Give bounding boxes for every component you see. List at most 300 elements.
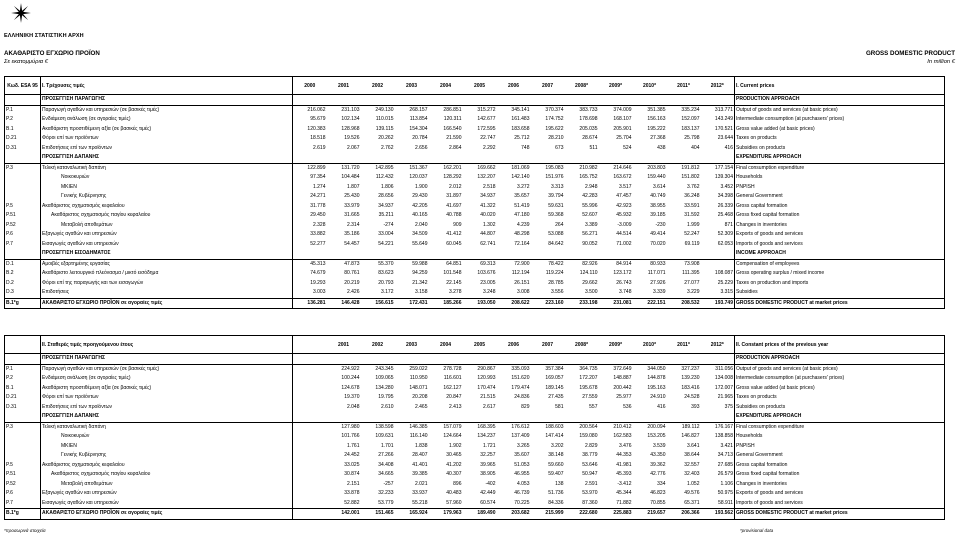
value-cell: 29.450: [310, 212, 326, 218]
value-cell: 45.344: [616, 490, 632, 496]
value-cell: 33.878: [344, 490, 360, 496]
empty-cell: [633, 412, 667, 422]
value-cell: 214.646: [613, 164, 632, 171]
row-label-greek: ΜΚΙΕΝ: [41, 183, 293, 193]
empty-cell: [463, 412, 497, 422]
value-cell: 345.141: [511, 106, 530, 113]
value-cell: 24.910: [650, 394, 666, 400]
value-cell: 70.855: [650, 499, 666, 506]
value-cell: 34.937: [480, 193, 496, 199]
value-cell: 524: [623, 144, 632, 151]
value-cell: 165.752: [579, 174, 598, 180]
value-cell: 26.339: [717, 202, 733, 209]
value-cell: 183.137: [681, 125, 700, 132]
value-cell: 290.867: [477, 365, 496, 372]
value-cell: 748: [521, 144, 530, 151]
row-code: [5, 173, 41, 183]
value-cell: 59.660: [548, 461, 564, 468]
year-header: 2005: [463, 336, 497, 354]
value-cell: 44.353: [616, 452, 632, 458]
row-label-greek: Γενικής Κυβέρνησης: [41, 451, 293, 461]
row-label-greek: Μεταβολή αποθεμάτων: [41, 480, 293, 490]
value-cell: 72.900: [514, 260, 530, 267]
value-cell: 146.385: [409, 423, 428, 430]
value-cell: 174.752: [545, 116, 564, 122]
value-cell: 19.795: [378, 394, 394, 400]
row-label-greek: Φόροι επί των προϊόντων: [41, 393, 293, 403]
value-cell: 335.234: [681, 106, 700, 113]
table-row: [5, 279, 945, 289]
value-cell: 1.701: [380, 442, 394, 449]
footnote-greek: *προσωρινά στοιχεία: [4, 528, 46, 533]
table-row: [5, 183, 945, 193]
value-cell: 25.430: [344, 193, 360, 199]
value-cell: 2.151: [346, 480, 360, 487]
value-cell: 59.631: [548, 202, 564, 209]
value-cell: 1.052: [686, 480, 700, 487]
row-label-greek: Εξαγωγές αγαθών και υπηρεσιών: [41, 489, 293, 499]
row-label-greek: Ενδιάμεση ανάλωση (σε αγοραίες τιμές): [41, 374, 293, 384]
value-cell: 33.882: [310, 231, 326, 237]
value-cell: 39.385: [412, 471, 428, 477]
value-cell: 191.812: [681, 164, 700, 171]
value-cell: 2.619: [312, 144, 326, 151]
value-cell: 72.164: [514, 240, 530, 247]
row-code: P.2: [5, 374, 41, 384]
value-cell: 52.277: [310, 240, 326, 247]
value-cell: 183.658: [511, 125, 530, 132]
value-cell: 113.854: [409, 116, 428, 122]
row-label-english: Gross value added (at basic prices): [735, 125, 945, 135]
row-label-english: PRODUCTION APPROACH: [735, 354, 945, 365]
row-code: P.3: [5, 422, 41, 432]
value-cell: 146.428: [327, 298, 361, 309]
empty-cell: [463, 354, 497, 365]
value-cell: 311.056: [715, 365, 733, 372]
value-cell: 120.311: [443, 116, 462, 122]
empty-cell: [701, 354, 735, 365]
row-label-english: Compensation of employees: [735, 259, 945, 269]
section-heading-row: [5, 95, 945, 106]
value-cell: 42.449: [480, 490, 496, 496]
value-cell: 132.207: [477, 174, 496, 180]
value-cell: [293, 451, 327, 461]
row-label-greek: Νοικοκυριών: [41, 432, 293, 442]
value-cell: 896: [453, 480, 462, 487]
value-cell: 48.298: [514, 231, 530, 237]
table-row: [5, 422, 945, 432]
table-header-row: [5, 77, 945, 95]
table-row: [5, 269, 945, 279]
value-cell: 168.107: [613, 116, 632, 122]
value-cell: 364.735: [579, 365, 598, 372]
empty-cell: [701, 249, 735, 259]
value-cell: 153.205: [647, 433, 666, 439]
value-cell: 101.766: [341, 433, 360, 439]
value-cell: 2.067: [346, 144, 360, 151]
value-cell: 111.395: [682, 270, 700, 276]
value-cell: 3.008: [516, 289, 530, 295]
value-cell: 181.069: [511, 164, 530, 171]
row-label-greek: Μεταβολή αποθεμάτων: [41, 221, 293, 231]
value-cell: 53.779: [378, 499, 394, 506]
value-cell: 70.020: [650, 240, 666, 247]
row-label-english: Subsidies: [735, 288, 945, 298]
value-cell: 1.274: [312, 183, 326, 190]
value-cell: 20.208: [412, 394, 428, 400]
value-cell: 124.110: [579, 270, 598, 276]
value-cell: 225.883: [599, 509, 633, 520]
value-cell: 27.077: [684, 279, 700, 286]
value-cell: 62.741: [480, 240, 496, 247]
empty-cell: [599, 249, 633, 259]
empty-cell: [531, 354, 565, 365]
value-cell: 39.185: [650, 212, 666, 218]
value-cell: 35.186: [344, 231, 360, 237]
row-label-english: GROSS DOMESTIC PRODUCT at market prices: [735, 298, 945, 309]
value-cell: 40.788: [446, 212, 462, 218]
value-cell: 41.697: [446, 202, 462, 209]
table-row: [5, 374, 945, 384]
value-cell: 28.674: [582, 135, 598, 141]
row-code: P.52: [5, 221, 41, 231]
value-cell: 1.900: [414, 183, 428, 190]
value-cell: 203.682: [497, 509, 531, 520]
empty-cell: [429, 354, 463, 365]
row-label-english: Exports of goods and services: [735, 230, 945, 240]
value-cell: 268.157: [409, 106, 428, 113]
empty-cell: [633, 354, 667, 365]
value-cell: 34.509: [412, 231, 428, 237]
year-header: 2006: [497, 77, 531, 95]
row-label-greek: Τελική καταναλωτική δαπάνη: [41, 422, 293, 432]
value-cell: 170.521: [714, 125, 733, 132]
value-cell: 3.748: [618, 289, 632, 295]
value-cell: 122.899: [307, 164, 326, 171]
empty-cell: [531, 412, 565, 422]
row-label-english: Intermediate consumption (at purchasers' prices): [735, 115, 945, 125]
value-cell: 3.172: [380, 289, 394, 295]
value-cell: 2.610: [380, 403, 394, 410]
value-cell: 2.021: [414, 480, 428, 487]
previous-year-prices-table: [4, 335, 945, 520]
value-cell: 101.548: [443, 270, 462, 276]
value-cell: 176.167: [714, 423, 733, 430]
value-cell: 102.134: [341, 116, 360, 122]
total-row: [5, 298, 945, 309]
empty-cell: [667, 354, 701, 365]
empty-cell: [429, 412, 463, 422]
value-cell: 1.302: [482, 221, 496, 228]
year-header: 2006: [497, 336, 531, 354]
value-cell: 205.901: [613, 125, 632, 132]
row-label-greek: Παραγωγή αγαθών και υπηρεσιών (σε βασικές τιμές): [41, 364, 293, 374]
row-label-english: Gross value added (at basic prices): [735, 384, 945, 394]
value-cell: 71.002: [616, 240, 632, 247]
value-cell: 375: [724, 403, 733, 410]
value-cell: 148.887: [613, 375, 632, 381]
value-cell: 151.802: [681, 174, 700, 180]
value-cell: [293, 489, 327, 499]
value-cell: 40.307: [446, 471, 462, 477]
value-cell: 108.087: [714, 270, 733, 276]
value-cell: 871: [724, 221, 733, 228]
value-cell: 383.733: [579, 106, 598, 113]
year-header: 2004: [429, 77, 463, 95]
value-cell: 416: [657, 403, 666, 410]
value-cell: 223.160: [531, 298, 565, 309]
value-cell: 117.071: [647, 270, 666, 276]
row-label-greek: Εξαγωγές αγαθών και υπηρεσιών: [41, 230, 293, 240]
code-column-header: [5, 336, 41, 354]
value-cell: 152.097: [681, 116, 700, 122]
row-code: P.7: [5, 499, 41, 509]
value-cell: 33.025: [344, 461, 360, 468]
empty-cell: [531, 249, 565, 259]
value-cell: 34.398: [717, 193, 733, 199]
value-cell: 3.556: [550, 289, 564, 295]
value-cell: 34.713: [717, 452, 733, 458]
row-label-greek: Ακαθάριστος σχηματισμός παγίου κεφαλαίου: [41, 470, 293, 480]
value-cell: [293, 470, 327, 480]
value-cell: 2.948: [584, 183, 598, 190]
section-title-english: II. Constant prices of the previous year: [735, 336, 945, 354]
row-code: P.51: [5, 211, 41, 221]
value-cell: 33.004: [378, 231, 394, 237]
value-cell: 112.432: [375, 174, 394, 180]
value-cell: 35.211: [378, 212, 394, 218]
row-label-english: Subsidies on products: [735, 403, 945, 413]
empty-cell: [565, 153, 599, 163]
empty-cell: [463, 153, 497, 163]
value-cell: 909: [453, 221, 462, 228]
value-cell: 73.908: [684, 260, 700, 267]
value-cell: 119.224: [545, 270, 564, 276]
value-cell: 42.776: [650, 471, 666, 477]
row-label-greek: Γενικής Κυβέρνησης: [41, 192, 293, 202]
row-label-greek: ΠΡΟΣΕΓΓΙΣΗ ΔΑΠΑΝΗΣ: [41, 153, 293, 163]
section-heading-row: [5, 354, 945, 365]
year-header: 2001: [327, 77, 361, 95]
value-cell: 60.045: [446, 240, 462, 247]
value-cell: 40.483: [446, 490, 462, 496]
value-cell: 53.646: [582, 461, 598, 468]
year-header: 2000: [293, 77, 327, 95]
value-cell: 3.278: [448, 289, 462, 295]
value-cell: 2.314: [346, 221, 360, 228]
value-cell: 42.923: [616, 202, 632, 209]
value-cell: 78.422: [548, 260, 564, 267]
value-cell: 195.083: [545, 164, 564, 171]
value-cell: 3.158: [414, 289, 428, 295]
value-cell: 40.165: [412, 212, 428, 218]
value-cell: 41.412: [446, 231, 462, 237]
table-row: [5, 192, 945, 202]
value-cell: [293, 364, 327, 374]
row-label-greek: Εισαγωγές αγαθών και υπηρεσιών: [41, 240, 293, 250]
row-label-greek: Επιδοτήσεις επί των προϊόντων: [41, 403, 293, 413]
year-header: 2003: [395, 336, 429, 354]
value-cell: 169.662: [477, 164, 496, 171]
value-cell: 31.665: [344, 212, 360, 218]
unit-label-english: In million €: [927, 59, 955, 65]
empty-cell: [395, 95, 429, 106]
table-row: [5, 470, 945, 480]
value-cell: 3.762: [686, 183, 700, 190]
value-cell: 172.595: [477, 125, 496, 132]
empty-cell: [293, 95, 327, 106]
value-cell: 23.644: [717, 135, 733, 141]
empty-cell: [463, 249, 497, 259]
value-cell: 151.367: [409, 164, 428, 171]
value-cell: 372.649: [613, 365, 632, 372]
empty-cell: [667, 249, 701, 259]
row-label-english: Final consumption expenditure: [735, 163, 945, 173]
row-label-greek: Ακαθάριστη προστιθέμενη αξία (σε βασικές τιμές): [41, 384, 293, 394]
row-code: B.2: [5, 269, 41, 279]
row-code: D.1: [5, 259, 41, 269]
value-cell: 31.778: [310, 202, 326, 209]
row-code: [5, 432, 41, 442]
row-code: [5, 95, 41, 106]
value-cell: 3.315: [720, 289, 733, 295]
value-cell: 124.664: [443, 433, 462, 439]
value-cell: -230: [655, 221, 666, 228]
value-cell: 3.500: [584, 289, 598, 295]
empty-cell: [327, 354, 361, 365]
row-code: B.1: [5, 384, 41, 394]
value-cell: 163.672: [613, 174, 632, 180]
value-cell: -402: [485, 480, 496, 487]
value-cell: 32.403: [684, 471, 700, 477]
value-cell: [293, 509, 327, 520]
row-label-greek: Επιδοτήσεις επί των προϊόντων: [41, 144, 293, 154]
empty-cell: [293, 354, 327, 365]
value-cell: 351.385: [647, 106, 666, 113]
row-label-english: Final consumption expenditure: [735, 422, 945, 432]
value-cell: 60.574: [480, 499, 496, 506]
value-cell: 3.248: [482, 289, 496, 295]
value-cell: 45.932: [616, 212, 632, 218]
value-cell: 143.249: [714, 116, 733, 122]
value-cell: 26.151: [514, 279, 530, 286]
value-cell: 3.229: [686, 289, 700, 295]
value-cell: 335.093: [511, 365, 530, 372]
value-cell: 170.474: [477, 384, 496, 391]
value-cell: 4.053: [516, 480, 530, 487]
row-label-english: PRODUCTION APPROACH: [735, 95, 945, 106]
value-cell: 142.001: [327, 509, 361, 520]
value-cell: 2.292: [482, 144, 496, 151]
table-row: [5, 259, 945, 269]
value-cell: 222.680: [565, 509, 599, 520]
section-title-greek: I. Τρέχουσες τιμές: [41, 77, 293, 95]
value-cell: 82.926: [582, 260, 598, 267]
value-cell: 3.539: [652, 442, 666, 449]
empty-cell: [395, 354, 429, 365]
value-cell: 100.244: [341, 375, 360, 381]
value-cell: 110.015: [375, 116, 394, 122]
table-row: [5, 144, 945, 154]
value-cell: 47.457: [616, 193, 632, 199]
value-cell: 203.803: [647, 164, 666, 171]
section-title-english: I. Current prices: [735, 77, 945, 95]
value-cell: 139.304: [714, 174, 733, 180]
value-cell: 32.557: [684, 461, 700, 468]
value-cell: 264: [555, 221, 564, 228]
value-cell: 120.037: [409, 174, 428, 180]
row-label-english: Gross operating surplus / mixed income: [735, 269, 945, 279]
empty-cell: [361, 153, 395, 163]
year-header: 2009*: [599, 77, 633, 95]
value-cell: 53.970: [582, 490, 598, 496]
empty-cell: [497, 249, 531, 259]
row-label-english: Exports of goods and services: [735, 489, 945, 499]
value-cell: 3.421: [720, 442, 733, 449]
value-cell: 120.383: [307, 125, 326, 132]
value-cell: 94.259: [412, 270, 428, 276]
page-title-english: GROSS DOMESTIC PRODUCT: [865, 50, 955, 57]
empty-cell: [395, 249, 429, 259]
value-cell: 55.649: [412, 240, 428, 247]
value-cell: 27.926: [650, 279, 666, 286]
value-cell: 193.050: [463, 298, 497, 309]
value-cell: 161.483: [511, 116, 530, 122]
value-cell: 200.094: [647, 423, 666, 430]
value-cell: 286.851: [443, 106, 462, 113]
value-cell: 2.465: [414, 403, 428, 410]
value-cell: 51.736: [548, 490, 564, 496]
value-cell: 2.518: [482, 183, 496, 190]
row-code: P.1: [5, 364, 41, 374]
row-label-english: Gross capital formation: [735, 202, 945, 212]
row-code: [5, 451, 41, 461]
value-cell: 210.412: [613, 423, 632, 430]
row-label-english: Taxes on production and imports: [735, 279, 945, 289]
value-cell: 215.999: [531, 509, 565, 520]
value-cell: 110.950: [409, 375, 428, 381]
value-cell: 24.836: [514, 394, 530, 400]
value-cell: 58.911: [718, 499, 733, 506]
value-cell: 124.678: [341, 384, 360, 391]
section-title-greek: II. Σταθερές τιμές προηγούμενου έτους: [41, 336, 293, 354]
empty-cell: [395, 153, 429, 163]
value-cell: 42.283: [582, 193, 598, 199]
value-cell: 188.603: [545, 423, 564, 430]
value-cell: 1.999: [686, 221, 700, 228]
value-cell: 28.785: [548, 279, 564, 286]
value-cell: 1.902: [448, 442, 462, 449]
value-cell: 216.062: [307, 106, 326, 113]
value-cell: 3.003: [312, 289, 326, 295]
value-cell: 109.065: [375, 375, 394, 381]
value-cell: 84.642: [548, 240, 564, 247]
value-cell: 2.048: [346, 403, 360, 410]
year-header: 2012*: [701, 336, 735, 354]
table-row: [5, 163, 945, 173]
value-cell: [701, 259, 735, 269]
value-cell: 233.198: [565, 298, 599, 309]
empty-cell: [701, 153, 735, 163]
row-label-greek: Ακαθάριστος σχηματισμός κεφαλαίου: [41, 461, 293, 471]
value-cell: 166.540: [443, 125, 462, 132]
value-cell: 25.704: [616, 135, 632, 141]
value-cell: 19.526: [344, 135, 360, 141]
value-cell: 178.698: [579, 116, 598, 122]
value-cell: 52.309: [717, 231, 733, 237]
value-cell: [293, 461, 327, 471]
empty-cell: [565, 249, 599, 259]
